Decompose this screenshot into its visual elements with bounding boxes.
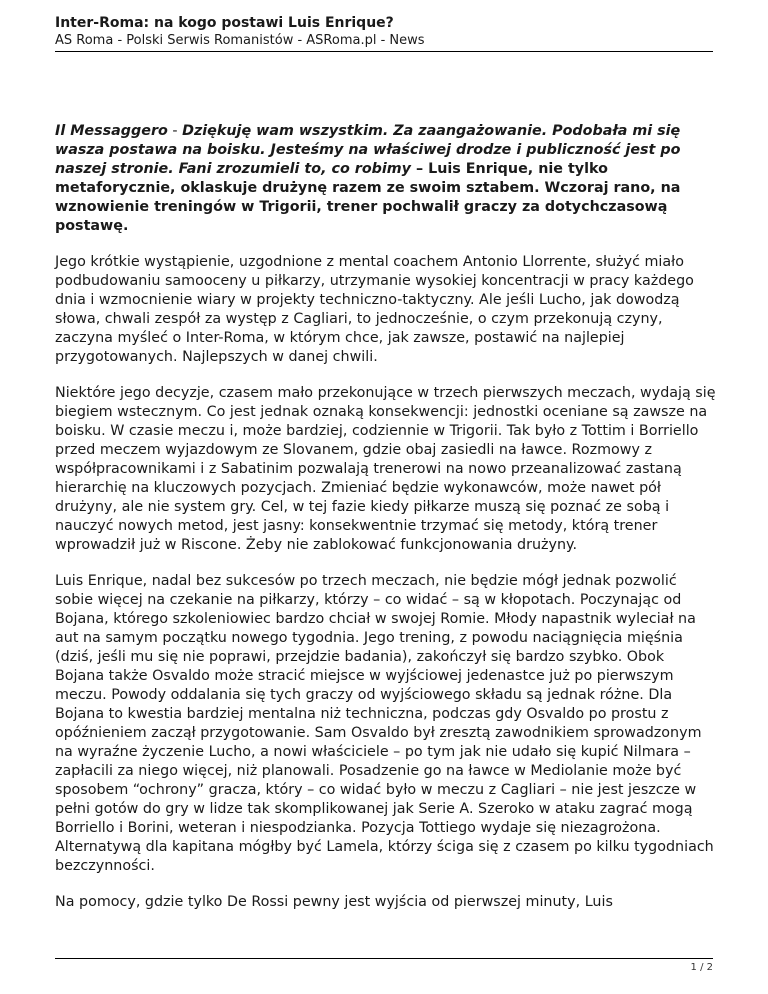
article-body: [55, 122, 717, 929]
paragraph: Na pomocy, gdzie tylko De Rossi pewny jest wyjścia od pierwszej minuty, Luis: [55, 894, 613, 910]
paragraph: Luis Enrique, nadal bez sukcesów po trzech meczach, nie będzie mógł jednak pozwolić sobie więcej na czekanie na piłkarzy, którzy – co widać – są w kłopotach. Poczynając od Bojana, którego szkoleniowiec bardzo chciał w swojej Romie. Młody napastnik wyleciał na aut na samym początku nowego tygodnia. Jego trening, z powodu naciągnięcia mięśnia (dziś, jeśli mu się nie poprawi, przejdzie badania), zakończył się bardzo szybko. Obok Bojana także Osvaldo może stracić miejsce w wyjściowej jedenastce już po pierwszym meczu. Powody oddalania się tych graczy od wyjściowego składu są jednak różne. Dla Bojana to kwestia bardziej mentalna niż techniczna, podczas gdy Osvaldo po prostu z opóźnieniem zaczął przygotowanie. Sam Osvaldo był zresztą zawodnikiem sprowadzonym na wyraźne życzenie Lucho, a nowi właściciele – po tym jak nie udało się kupić Nilmara – zapłacili za niego więcej, niż planowali. Posadzenie go na ławce w Mediolanie może być sposobem “ochrony” gracza, który – co widać było w meczu z Cagliari – nie jest jeszcze w pełni gotów do gry w lidze tak skomplikowanej jak Serie A. Szeroko w ataku zagrać mogą Borriello i Borini, weteran i niespodzianka. Pozycja Tottiego wydaje się niezagrożona. Alternatywą dla kapitana mógłby być Lamela, któr​zy ściga się z czasem po kilku tygodniach bezczynności.: [55, 573, 714, 874]
paragraph: Niektóre jego decyzje, czasem mało przekonujące w trzech pierwszych meczach, wydają się biegiem wstecznym. Co jest jednak oznaką konsekwencji: jednostki oceniane są zawsze na boisku. W czasie meczu i, może bardziej, codziennie w Trigorii. Tak było z Tottim i Borriello przed meczem wyjazdowym ze Slovanem, gdzie obaj zasiedli na ławce. Rozmowy z współpracownikami i z Sabatinim pozwalają trenerowi na nowo przeanalizować zastaną hierarchię na kluczowych pozycjach. Zmieniać będzie wykonawców, może nawet pół drużyny, ale nie system gry. Cel, w tej fazie kiedy piłkarze muszą się poznać ze sobą i nauczyć nowych metod, jest jasny: konsekwentnie trzymać się metody, którą trener wprowadził już w Riscone. Żeby nie zablokować funkcjonowania drużyny.: [55, 385, 716, 553]
lead-quote: Dziękuję wam wszystkim. Za zaangażowanie. Podobała mi się wasza postawa na boisku. Jesteśmy na właściwej drodze i publiczność jest po naszej stronie. Fani zrozumieli to, co robimy: [55, 123, 681, 177]
footer-divider: [55, 958, 713, 959]
lead-rest: – Luis Enrique, nie tylko metaforycznie, oklaskuje drużynę razem ze swoim sztabem. Wczoraj rano, na wznowienie treningów w Trigorii, trener pochwalił graczy za dotychczasową postawę.: [55, 161, 681, 234]
lead-source: Il Messaggero: [55, 123, 168, 139]
site-subtitle: AS Roma - Polski Serwis Romanistów - ASRoma.pl - News: [55, 33, 425, 48]
paragraph: Jego krótkie wystąpienie, uzgodnione z mental coachem Antonio Llorrente, służyć miało podbudowaniu samooceny u piłkarzy, utrzymanie wysokiej koncentracji w pracy każdego dnia i wzmocnienie wiary w projekty techniczno-taktyczny. Ale jeśli Lucho, jak dowodzą słowa, chwali zespół za występ z Cagliari, to jednocześnie, o czym przekonują czyny, zaczyna myśleć o Inter-Roma, w którym chce, jak zawsze, postawić na najlepiej przygotowanych. Najlepszych w danej chwili.: [55, 254, 694, 365]
header-divider: [55, 51, 713, 52]
article-title: Inter-Roma: na kogo postawi Luis Enrique?: [55, 15, 394, 31]
page-header: [55, 14, 713, 49]
page-number: 1 / 2: [690, 962, 713, 973]
lead-dash: -: [167, 123, 183, 139]
lead-paragraph: [55, 122, 717, 236]
